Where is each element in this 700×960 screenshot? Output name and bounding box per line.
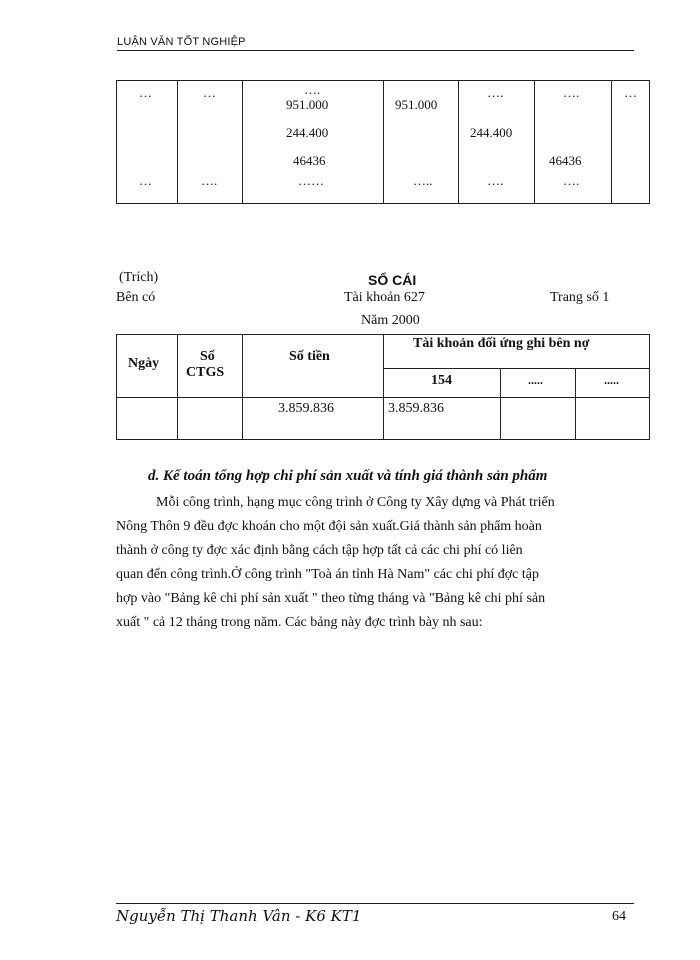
table-cell: … [624,85,637,100]
header-account-other: ..... [604,373,619,387]
paragraph-line: hợp vào "Bảng kê chi phí sản xuất " theo từng tháng và "Bảng kê chi phí sản [116,591,546,606]
ledger-table-fragment [116,80,650,204]
column-divider [575,368,576,439]
table-cell: …. [487,85,504,100]
table-cell: …. [487,173,504,188]
running-header: LUẬN VĂN TỐT NGHIỆP [117,36,246,48]
paragraph-line: quan đến công trình.Ở công trình "Toà án tỉnh Hà Nam" các chi phí đợc tập [116,567,539,582]
column-divider [383,81,384,203]
table-cell: …. [563,85,580,100]
column-divider [500,368,501,439]
column-divider [177,335,178,439]
table-cell: … [139,173,152,188]
header-account-other: ..... [528,373,543,387]
table-cell: … [139,85,152,100]
column-divider [177,81,178,203]
table-cell: 951.000 [395,97,438,112]
header-account-154: 154 [431,373,452,388]
body-paragraph [116,491,634,635]
paragraph-line: xuất " cả 12 tháng trong năm. Các bảng này đợc trình bày nh sau: [116,615,483,630]
row-divider [117,397,649,398]
header-ctgs-line1: Số [200,349,215,364]
row-amount: 3.859.836 [278,401,334,416]
table-cell: … [203,85,216,100]
table-cell: 951.000 [286,97,329,112]
table-cell: 244.400 [286,125,329,140]
column-divider [383,335,384,439]
paragraph-line: Nông Thôn 9 đều đợc khoán cho một đội sản xuất.Giá thành sản phẩm hoàn [116,519,542,534]
header-counter-account: Tài khoản đối ứng ghi bên nợ [413,336,590,351]
column-divider [458,81,459,203]
paragraph-line: thành ở công ty đợc xác định bằng cách tập hợp tất cả các chi phí có liên [116,543,523,558]
column-divider [242,81,243,203]
section-heading: d. Kế toán tổng hợp chi phí sản xuất và tính giá thành sản phẩm [148,468,548,484]
table-cell: …. [201,173,218,188]
table-cell: ….. [413,173,433,188]
header-ctgs-line2: CTGS [186,365,225,380]
footer-page-number: 64 [612,909,626,924]
header-rule [117,50,634,51]
footer-rule [116,903,634,904]
column-divider [534,81,535,203]
table-cell: …… [298,173,324,188]
column-divider [611,81,612,203]
side-label: Bên có [116,290,156,305]
extract-label: (Trích) [119,270,159,285]
footer-author: Nguyễn Thị Thanh Vân - K6 KT1 [116,907,362,925]
table-cell: 244.400 [470,125,513,140]
row-divider [383,368,649,369]
ledger-title: SỔ CÁI [368,272,417,288]
page-number-label: Trang số 1 [550,290,610,305]
header-amount: Số tiền [289,349,330,364]
table-cell: 46436 [549,153,582,168]
account-label: Tài khoản 627 [344,290,425,305]
paragraph-line: Mỗi công trình, hạng mục công trình ở Công ty Xây dựng và Phát triển [156,495,555,510]
row-account-154: 3.859.836 [388,401,444,416]
table-cell: …. [304,82,321,97]
table-cell: …. [563,173,580,188]
table-cell: 46436 [293,153,326,168]
header-date: Ngày [128,356,160,371]
ledger-table [116,334,650,440]
column-divider [242,335,243,439]
year-label: Năm 2000 [361,313,420,328]
